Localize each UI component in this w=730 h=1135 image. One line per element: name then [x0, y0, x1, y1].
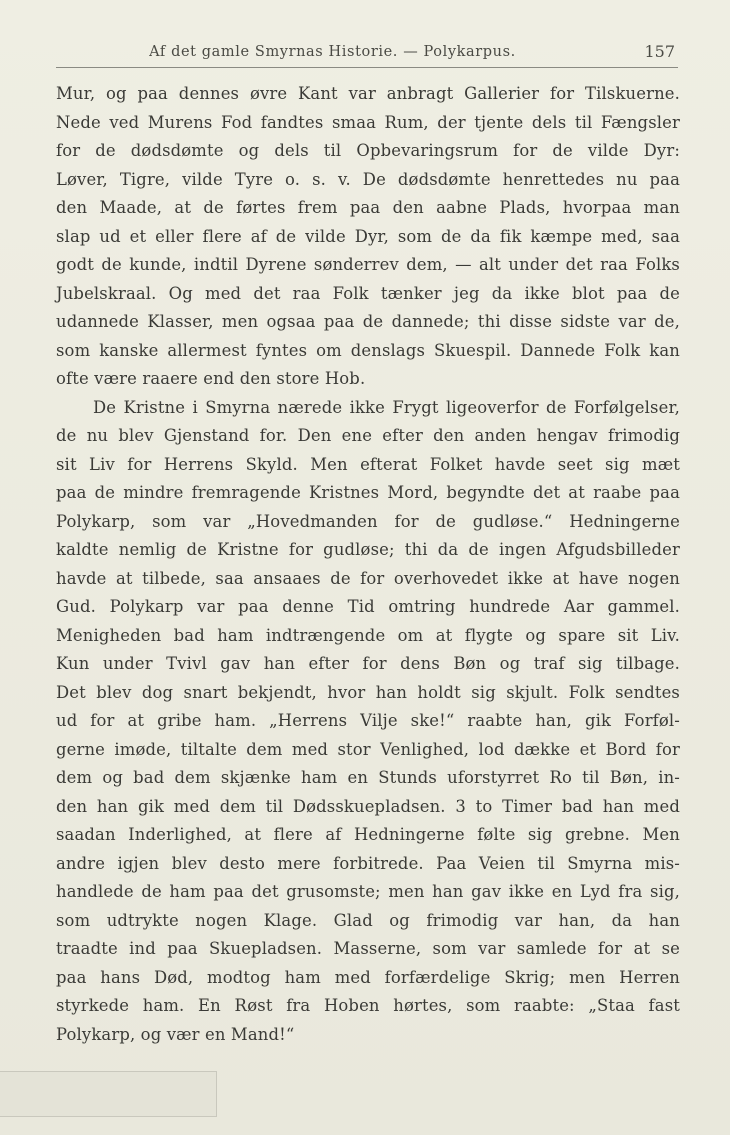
text-line: Polykarp, som var „Hovedmanden for de gudløse.“ Hedningerne — [56, 511, 680, 531]
header-rule — [56, 67, 678, 68]
text-line: Løver, Tigre, vilde Tyre o. s. v. De dødsdømte henrettedes nu paa — [56, 169, 680, 189]
text-line: som kanske allermest fyntes om denslags Skuespil. Dannede Folk kan — [56, 340, 680, 360]
text-line: Polykarp, og vær en Mand!“ — [56, 1024, 295, 1044]
text-line: slap ud et eller flere af de vilde Dyr, som de da fik kæmpe med, saa — [56, 226, 680, 246]
running-title: Af det gamle Smyrnas Historie. — Polykarpus. — [149, 44, 516, 60]
text-line: Mur, og paa dennes øvre Kant var anbragt Gallerier for Tilskuerne. — [56, 84, 680, 103]
text-line: paa de mindre fremragende Kristnes Mord, begyndte det at raabe paa — [56, 483, 680, 502]
text-line: de nu blev Gjenstand for. Den ene efter den anden hengav frimodig — [56, 426, 680, 445]
text-line: ofte være raaere end den store Hob. — [56, 369, 366, 388]
text-line: udannede Klasser, men ogsaa paa de dannede; thi disse sidste var de, — [56, 312, 680, 331]
text-line: handlede de ham paa det grusomste; men han gav ikke en Lyd fra sig, — [56, 882, 680, 901]
text-line: Jubelskraal. Og med det raa Folk tænker jeg da ikke blot paa de — [56, 283, 680, 303]
scan-edge-artifact — [0, 1071, 217, 1117]
text-line: styrkede ham. En Røst fra Hoben hørtes, som raabte: „Staa fast — [56, 996, 680, 1015]
text-line: sit Liv for Herrens Skyld. Men efterat Folket havde seet sig mæt — [56, 454, 680, 474]
text-line: paa hans Død, modtog ham med forfærdelige Skrig; men Herren — [56, 967, 680, 987]
text-line: saadan Inderlighed, at flere af Hedningerne følte sig grebne. Men — [56, 825, 680, 844]
text-line: ud for at gribe ham. „Herrens Vilje ske!“ raabte han, gik Forføl- — [56, 711, 680, 730]
text-line: traadte ind paa Skuepladsen. Masserne, som var samlede for at se — [56, 939, 680, 958]
text-line: den han gik med dem til Dødsskuepladsen. 3 to Timer bad han med — [56, 796, 680, 816]
page-number: 157 — [644, 42, 675, 61]
body-text — [56, 80, 680, 1049]
text-line: Gud. Polykarp var paa denne Tid omtring hundrede Aar gammel. — [56, 597, 680, 616]
text-line: Kun under Tvivl gav han efter for dens Bøn og traf sig tilbage. — [56, 654, 680, 673]
text-line: den Maade, at de førtes frem paa den aabne Plads, hvorpaa man — [56, 198, 680, 217]
text-line: godt de kunde, indtil Dyrene sønderrev dem, — alt under det raa Folks — [56, 255, 680, 274]
text-line: for de dødsdømte og dels til Opbevaringsrum for de vilde Dyr: — [56, 141, 680, 160]
text-line: Menigheden bad ham indtrængende om at flygte og spare sit Liv. — [56, 625, 680, 645]
running-head — [60, 42, 675, 66]
text-line: gerne imøde, tiltalte dem med stor Venlighed, lod dække et Bord for — [56, 739, 680, 759]
text-line: andre igjen blev desto mere forbitrede. Paa Veien til Smyrna mis- — [56, 853, 680, 873]
text-line: Nede ved Murens Fod fandtes smaa Rum, der tjente dels til Fængsler — [56, 112, 680, 132]
text-line: De Kristne i Smyrna nærede ikke Frygt ligeoverfor de Forfølgelser, — [93, 397, 680, 417]
text-line: dem og bad dem skjænke ham en Stunds uforstyrret Ro til Bøn, in- — [56, 768, 680, 787]
text-line: som udtrykte nogen Klage. Glad og frimodig var han, da han — [56, 910, 680, 930]
text-line: havde at tilbede, saa ansaaes de for overhovedet ikke at have nogen — [56, 568, 680, 588]
text-line: Det blev dog snart bekjendt, hvor han holdt sig skjult. Folk sendtes — [56, 682, 680, 702]
text-line: kaldte nemlig de Kristne for gudløse; thi da de ingen Afgudsbilleder — [56, 540, 680, 559]
